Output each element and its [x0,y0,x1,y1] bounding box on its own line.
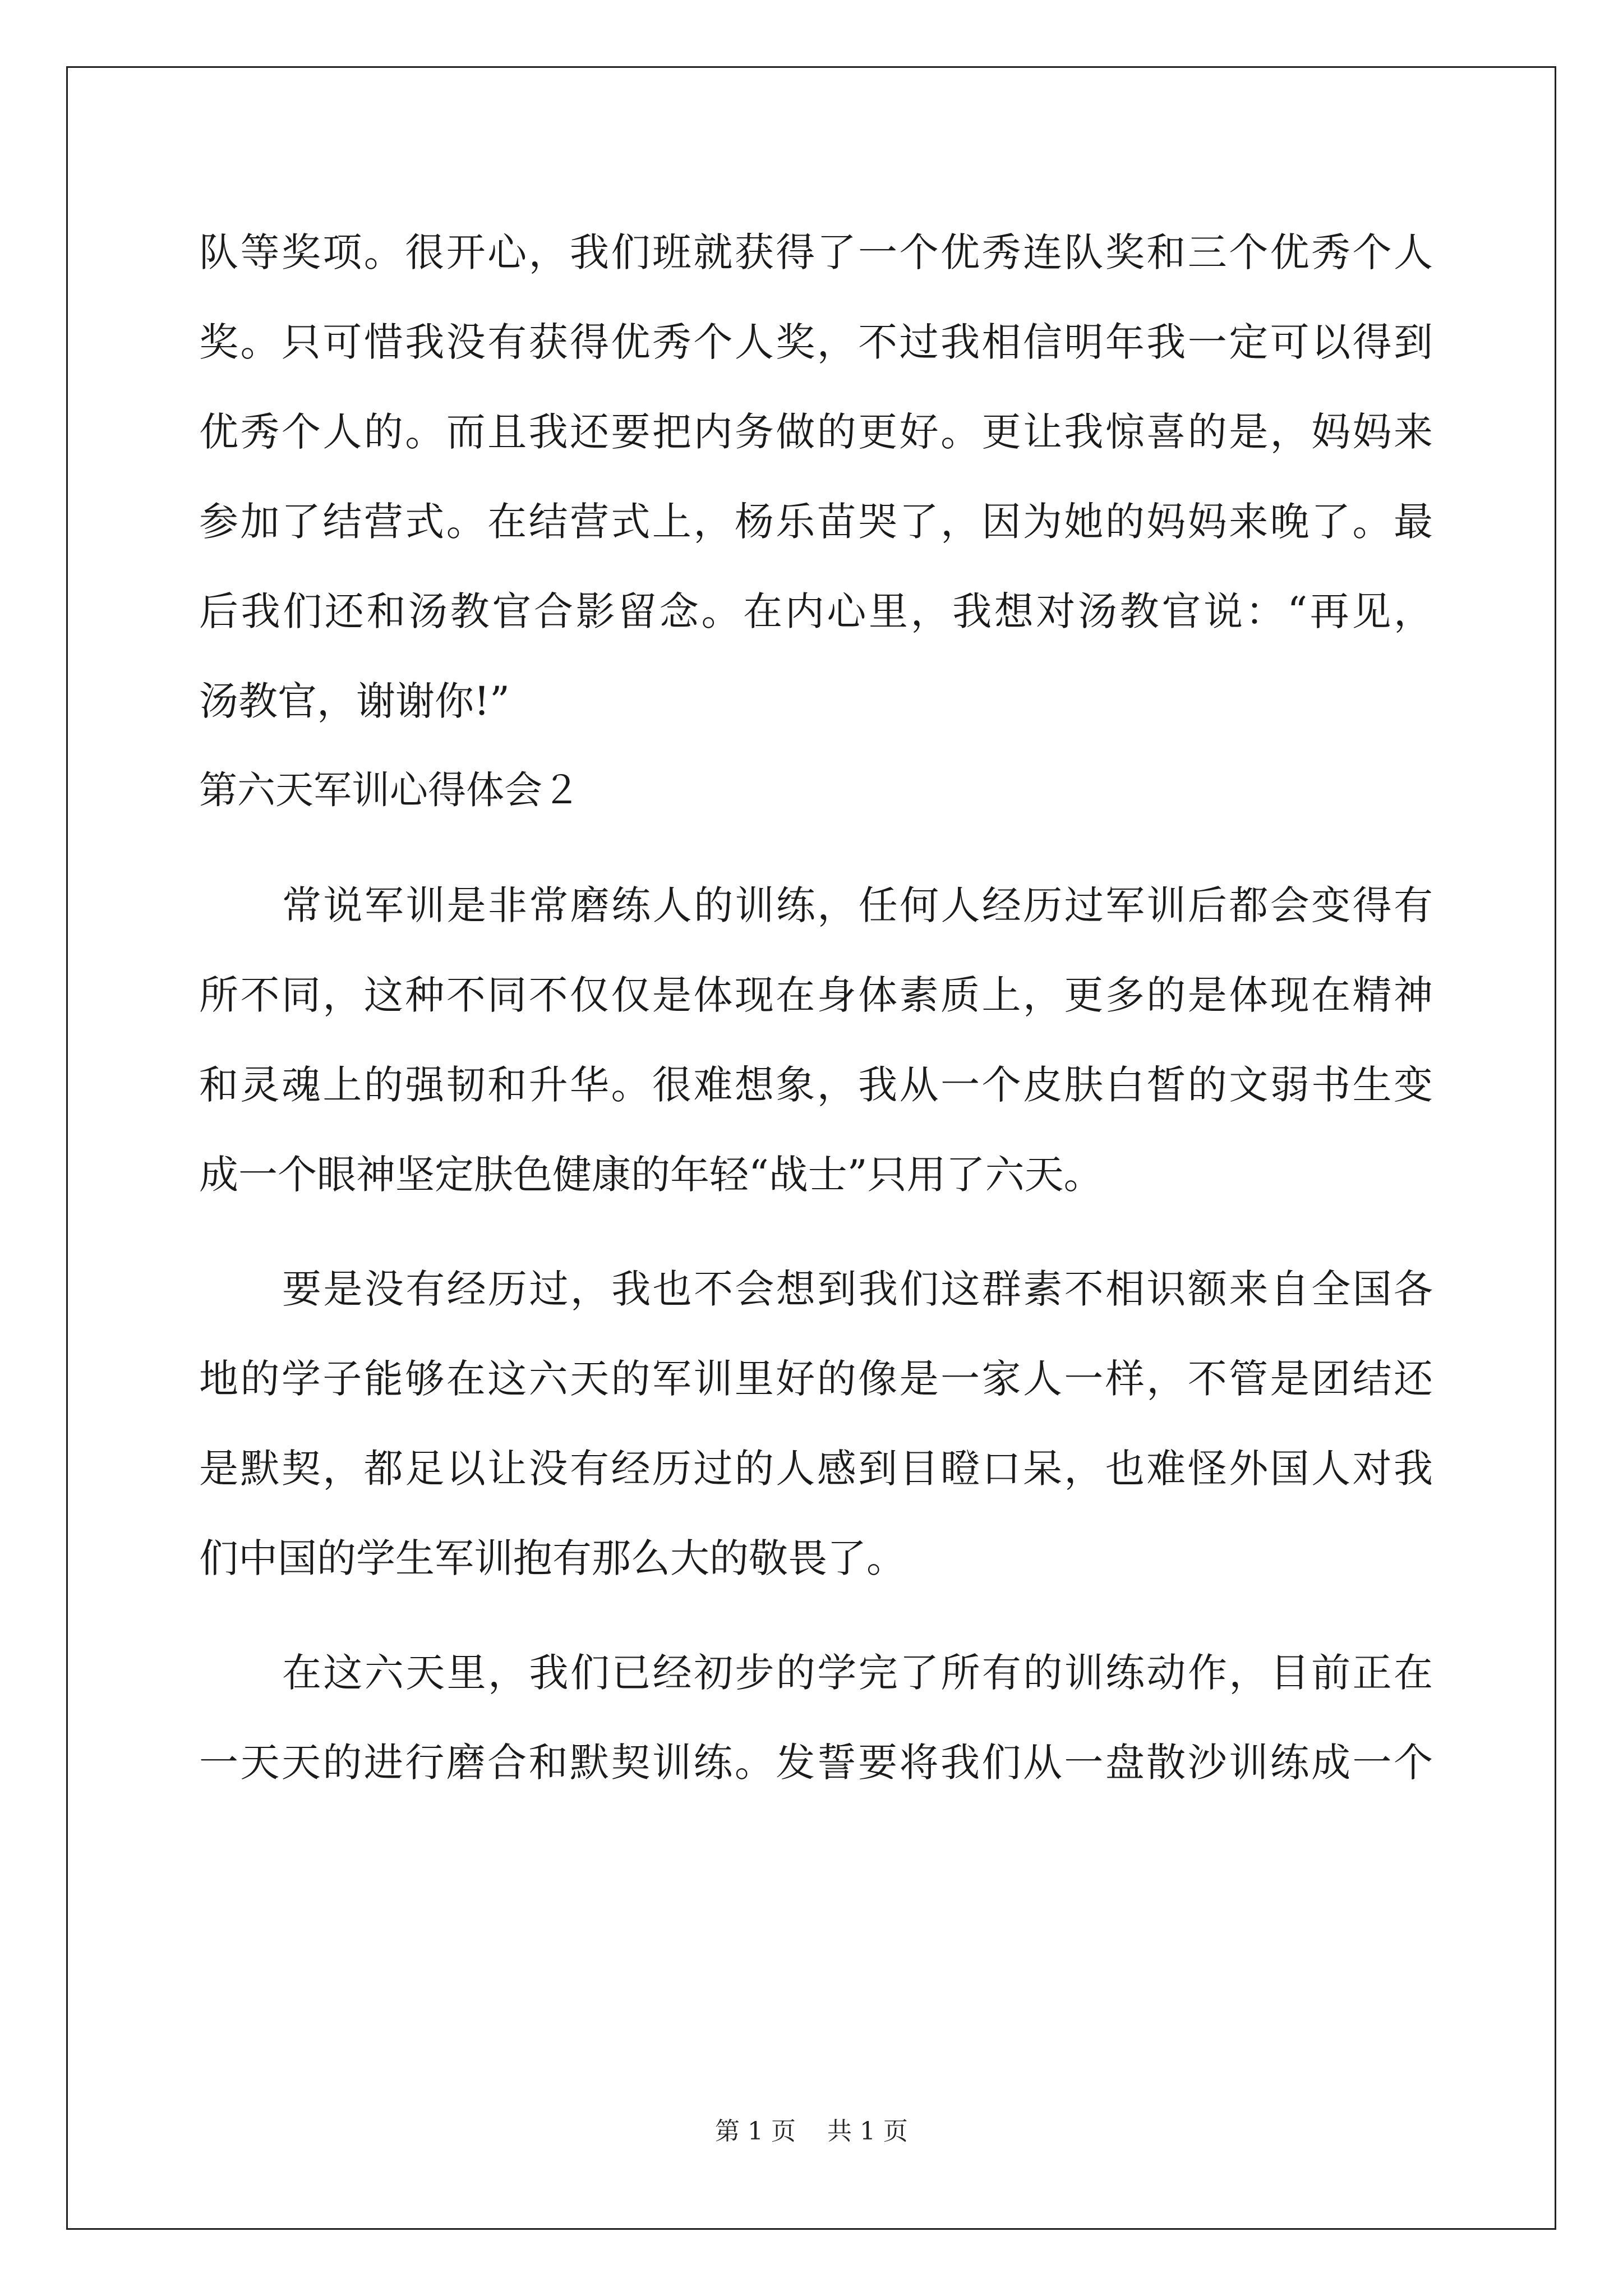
paragraph-line: 后我们还和汤教官合影留念。在内心里，我想对汤教官说：“再见， [199,588,1433,634]
paragraph-line: 在这六天里，我们已经初步的学完了所有的训练动作，目前正在 [282,1650,1433,1696]
paragraph-line: 们中国的学生军训抱有那么大的敬畏了。 [199,1535,906,1581]
paragraph-line: 汤教官，谢谢你!” [199,678,510,724]
paragraph-line: 和灵魂上的强韧和升华。很难想象，我从一个皮肤白皙的文弱书生变 [199,1062,1433,1108]
paragraph-line: 要是没有经历过，我也不会想到我们这群素不相识额来自全国各 [282,1266,1433,1312]
paragraph-line: 是默契，都足以让没有经历过的人感到目瞪口呆，也难怪外国人对我 [199,1446,1433,1492]
paragraph-line: 参加了结营式。在结营式上，杨乐苗哭了，因为她的妈妈来晚了。最 [199,499,1433,545]
page-number: 第 1 页 [715,2117,796,2146]
page-total: 共 1 页 [827,2117,908,2146]
paragraph-line: 所不同，这种不同不仅仅是体现在身体素质上，更多的是体现在精神 [199,972,1433,1018]
paragraph-line: 成一个眼神坚定肤色健康的年轻“战士”只用了六天。 [199,1152,1103,1198]
paragraph-line: 队等奖项。很开心，我们班就获得了一个优秀连队奖和三个优秀个人 [199,229,1433,275]
paragraph-line: 优秀个人的。而且我还要把内务做的更好。更让我惊喜的是，妈妈来 [199,409,1433,455]
paragraph-line: 一天天的进行磨合和默契训练。发誓要将我们从一盘散沙训练成一个 [199,1740,1433,1786]
paragraph-line: 常说军训是非常磨练人的训练，任何人经历过军训后都会变得有 [282,882,1433,928]
paragraph-line: 地的学子能够在这六天的军训里好的像是一家人一样，不管是团结还 [199,1356,1433,1402]
page-footer [0,2111,1623,2147]
paragraph-line: 奖。只可惜我没有获得优秀个人奖，不过我相信明年我一定可以得到 [199,319,1433,365]
document-body [199,208,1433,1807]
section-heading: 第六天军训心得体会２ [199,769,581,813]
